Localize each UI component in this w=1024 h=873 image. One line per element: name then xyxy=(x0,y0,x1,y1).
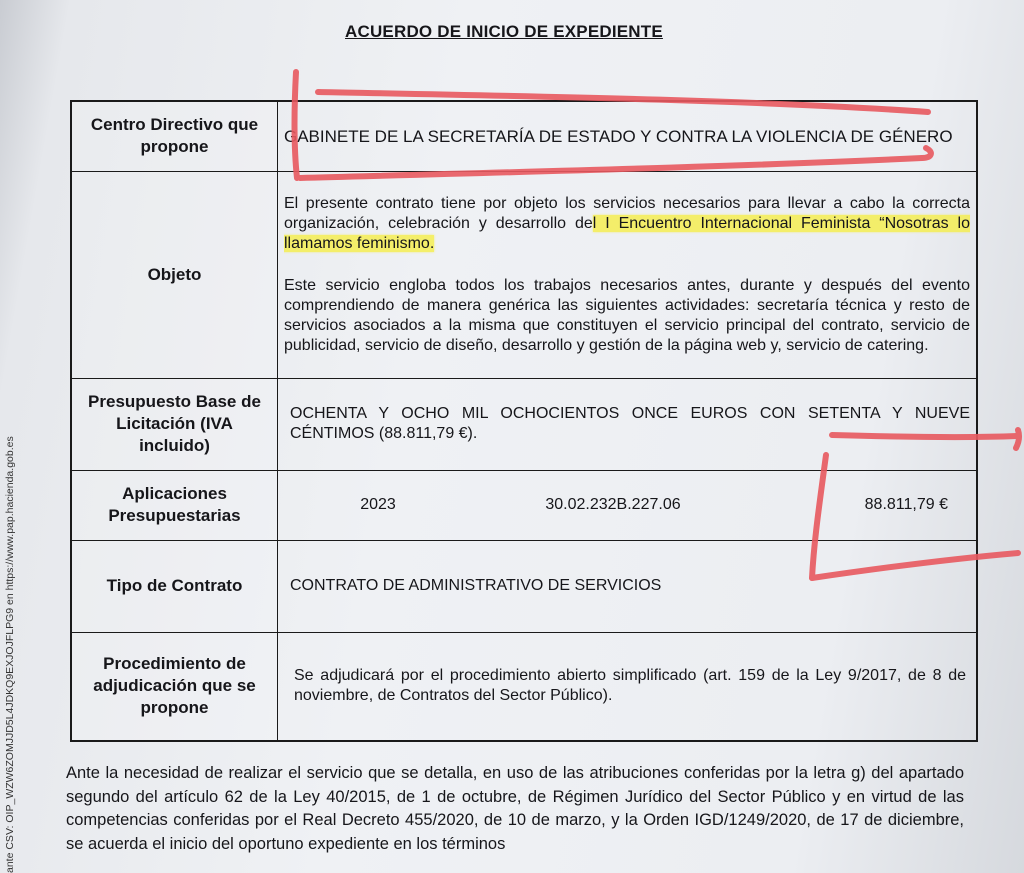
aplicaciones-code: 30.02.232B.227.06 xyxy=(545,496,681,513)
aplicaciones-year: 2023 xyxy=(360,496,396,513)
objeto-paragraph-2: Este servicio engloba todos los trabajos necesarios antes, durante y después del evento comprendiendo de manera genérica las siguientes actividades: secretaría técnica y resto de servicios asociados a la misma que constituyen el servicio principal del contrato, servicio de publicidad, servicio de diseño, desarrollo y gestión de la página web y, servicio de catering. xyxy=(284,276,970,354)
closing-paragraph: Ante la necesidad de realizar el servicio que se detalla, en uso de las atribuciones conferidas por la letra g) del apartado segundo del artículo 62 de la Ley 40/2015, de 1 de octubre, de Régimen Jurídico del Sector Público y en virtud de las competencias conferidas por el Real Decreto 455/2020, de 10 de marzo, y la Orden IGD/1249/2020, de 17 de diciembre, se acuerda el inicio del oportuno expediente en los términos xyxy=(66,764,964,853)
expediente-table xyxy=(70,100,978,742)
value-presupuesto: OCHENTA Y OCHO MIL OCHOCIENTOS ONCE EUROS CON SETENTA Y NUEVE CÉNTIMOS (88.811,79 €). xyxy=(278,378,978,470)
aplicaciones-amount: 88.811,79 € xyxy=(864,496,948,513)
label-objeto: Objeto xyxy=(71,171,278,378)
csv-margin-text: ante CSV: OIP_WZW6ZOMJJD5L4JDKQ9EXJOJFLPG9 en https://www.pap.hacienda.gob.es xyxy=(4,436,16,873)
label-tipo-contrato: Tipo de Contrato xyxy=(71,540,278,632)
objeto-paragraph-1 xyxy=(284,194,970,254)
label-presupuesto: Presupuesto Base de Licitación (IVA incluido) xyxy=(71,378,278,470)
row-aplicaciones xyxy=(71,470,977,540)
value-objeto xyxy=(278,171,978,378)
label-aplicaciones: Aplicaciones Presupuestarias xyxy=(71,470,278,540)
row-objeto xyxy=(71,171,977,378)
document-title: ACUERDO DE INICIO DE EXPEDIENTE xyxy=(345,22,663,41)
row-tipo-contrato xyxy=(71,540,977,632)
value-aplicaciones xyxy=(278,470,978,540)
row-presupuesto xyxy=(71,378,977,470)
aplicaciones-values xyxy=(278,471,976,540)
label-procedimiento: Procedimiento de adjudicación que se propone xyxy=(71,632,278,741)
objeto-text-before-highlight: El presente contrato tiene por objeto los servicios necesarios para llevar a cabo la correcta organización, celebración y desarrollo de xyxy=(284,194,970,232)
value-centro-directivo: GABINETE DE LA SECRETARÍA DE ESTADO Y CONTRA LA VIOLENCIA DE GÉNERO xyxy=(278,101,978,171)
row-centro-directivo xyxy=(71,101,977,171)
row-procedimiento xyxy=(71,632,977,741)
value-tipo-contrato: CONTRATO DE ADMINISTRATIVO DE SERVICIOS xyxy=(278,540,978,632)
value-procedimiento: Se adjudicará por el procedimiento abierto simplificado (art. 159 de la Ley 9/2017, de 8 de noviembre, de Contratos del Sector Público). xyxy=(278,632,978,741)
label-centro-directivo: Centro Directivo que propone xyxy=(71,101,278,171)
red-box-right-tick xyxy=(1016,430,1019,448)
objeto-highlighted-text: l I Encuentro Internacional Feminista “Nosotras lo llamamos feminismo. xyxy=(284,214,970,252)
